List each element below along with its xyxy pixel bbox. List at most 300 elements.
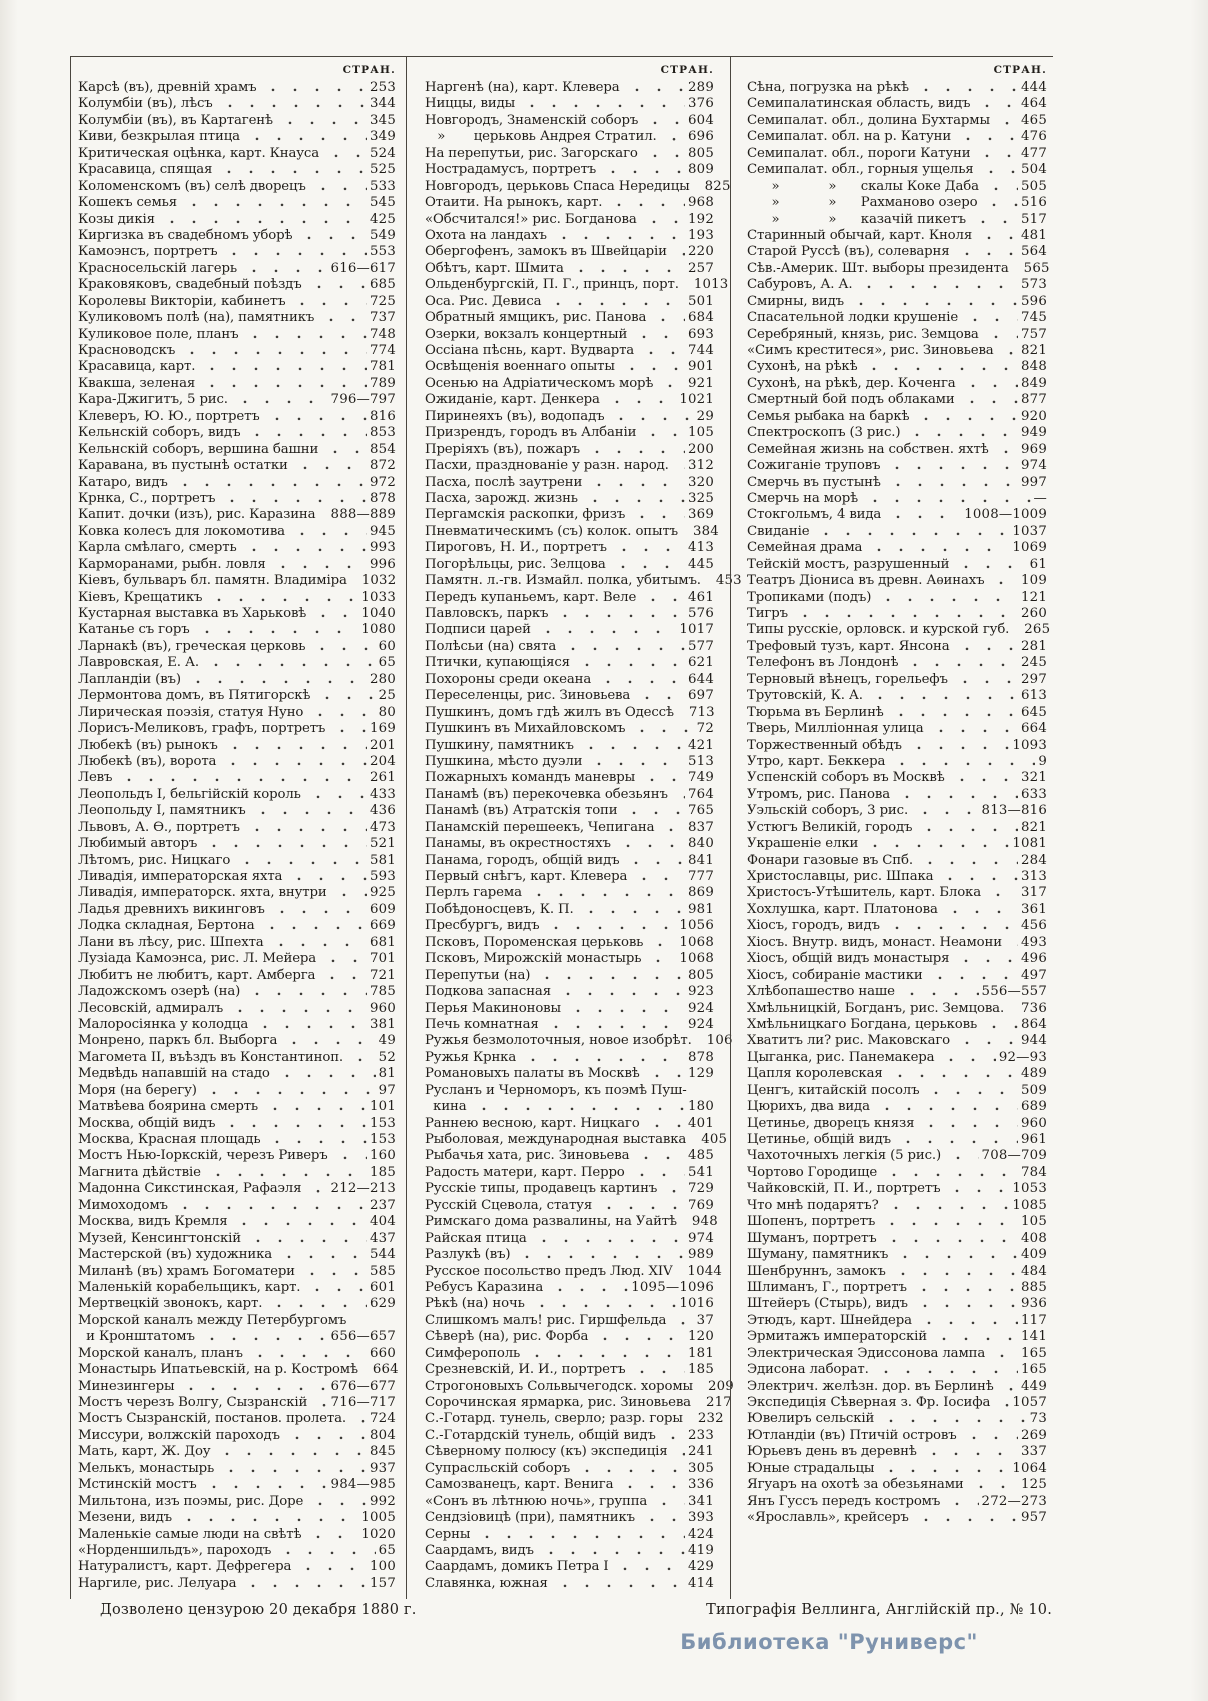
page-number: 1013 bbox=[693, 277, 729, 293]
dot-leader bbox=[334, 1148, 367, 1164]
page-number: 701 bbox=[370, 951, 396, 967]
page-number: 201 bbox=[370, 737, 396, 753]
dot-leader bbox=[644, 113, 685, 129]
index-row bbox=[747, 359, 1047, 375]
page-number: 120 bbox=[688, 1329, 714, 1345]
index-row bbox=[78, 524, 396, 540]
page-number: 936 bbox=[1021, 1296, 1047, 1312]
dot-leader bbox=[521, 96, 685, 112]
index-row bbox=[425, 590, 714, 606]
index-row bbox=[747, 721, 1047, 737]
index-row bbox=[747, 1346, 1047, 1362]
page-number: 948 bbox=[691, 1214, 718, 1230]
dot-leader bbox=[674, 787, 685, 803]
entry-title: Хмѣльницкаго Богдана, церьковь bbox=[747, 1016, 978, 1032]
dot-leader bbox=[234, 392, 328, 408]
dot-leader bbox=[203, 1083, 376, 1099]
index-row bbox=[747, 1033, 1047, 1049]
index-row bbox=[425, 1527, 714, 1543]
entry-title: Цыганка, рис. Панемакера bbox=[747, 1049, 935, 1065]
index-row bbox=[78, 1280, 396, 1296]
index-row bbox=[425, 1017, 714, 1033]
dot-leader bbox=[291, 524, 367, 540]
dot-leader bbox=[649, 935, 676, 951]
dot-leader bbox=[473, 1099, 685, 1115]
index-row bbox=[425, 310, 714, 326]
dot-leader bbox=[526, 1346, 685, 1362]
dot-leader bbox=[689, 1411, 695, 1427]
index-rows bbox=[425, 80, 742, 1592]
page-number: 809 bbox=[688, 162, 714, 178]
page-number: 181 bbox=[688, 1345, 714, 1361]
dot-leader bbox=[320, 310, 367, 326]
entry-title: Критическая оцѣнка, карт. Кнауса bbox=[78, 145, 320, 161]
page-number: 29 bbox=[696, 408, 714, 424]
dot-leader bbox=[606, 392, 677, 408]
index-column-2 bbox=[406, 57, 742, 1599]
dot-leader bbox=[174, 1198, 367, 1214]
page-number: 381 bbox=[370, 1016, 396, 1032]
page-number: 564 bbox=[1021, 244, 1047, 260]
page-number: 272—273 bbox=[981, 1493, 1047, 1509]
page-number: 573 bbox=[1021, 277, 1047, 293]
entry-title: Морской каналъ между Петербургомъ bbox=[78, 1312, 347, 1328]
page-number: — bbox=[1033, 490, 1047, 506]
dot-leader bbox=[983, 195, 1018, 211]
index-row bbox=[78, 557, 396, 573]
entry-title: Ольденбургскій, П. Г., принцъ, порт. bbox=[425, 277, 679, 293]
entry-title: Призрендъ, городъ въ Албаніи bbox=[425, 425, 637, 441]
page-number: 825 bbox=[704, 178, 731, 194]
page-number: 805 bbox=[688, 145, 714, 161]
page-number: 960 bbox=[370, 1000, 396, 1016]
index-row bbox=[425, 1001, 714, 1017]
entry-title: Трефовый тузъ, карт. Янсона bbox=[747, 638, 950, 654]
page-number: 253 bbox=[370, 80, 396, 95]
page-number: 409 bbox=[1021, 1247, 1047, 1263]
entry-title: Цетинье, дворецъ князя bbox=[747, 1115, 915, 1131]
page-number: 1033 bbox=[361, 589, 396, 605]
dot-leader bbox=[636, 688, 685, 704]
dot-leader bbox=[944, 902, 1018, 918]
entry-title: Павловскъ, паркъ bbox=[425, 606, 549, 621]
entry-title: Перья Макиноновы bbox=[425, 1000, 561, 1016]
page-number: 445 bbox=[688, 556, 714, 572]
dot-leader bbox=[588, 475, 685, 491]
entry-title: Кіевъ, бульваръ бл. памятн. Владиміра bbox=[78, 573, 347, 589]
entry-title: Москва, Красная площадь bbox=[78, 1132, 261, 1147]
index-row bbox=[747, 1461, 1047, 1477]
entry-title: Королевы Викторіи, кабинетъ bbox=[78, 293, 286, 309]
dot-leader bbox=[693, 1083, 711, 1099]
entry-title: Хохлушка, карт. Платонова bbox=[747, 901, 938, 917]
page-number: 757 bbox=[1021, 326, 1047, 342]
entry-title: Хіосъ, общій видъ монастыря bbox=[747, 951, 950, 967]
page-number: 901 bbox=[688, 359, 714, 375]
page-number: 232 bbox=[697, 1411, 724, 1427]
dot-leader bbox=[983, 1017, 1018, 1033]
page-number: 885 bbox=[1021, 1279, 1047, 1295]
entry-title: Морской каналъ, планъ bbox=[78, 1345, 243, 1361]
entry-title: Самозванецъ, карт. Венига bbox=[425, 1477, 614, 1493]
dot-leader bbox=[277, 1543, 375, 1559]
entry-title: Хмѣльницкій, Богданъ, рис. Земцова. bbox=[747, 1000, 1005, 1016]
dot-leader bbox=[1015, 261, 1021, 277]
index-row bbox=[425, 1543, 714, 1559]
page-number: 684 bbox=[688, 310, 714, 326]
page-number: 525 bbox=[370, 162, 396, 178]
index-row bbox=[78, 261, 396, 277]
dot-leader bbox=[957, 129, 1018, 145]
page-number: 169 bbox=[370, 721, 396, 737]
entry-title: Краковяковъ, свадебный поѣздъ bbox=[78, 277, 302, 293]
entry-title: Катанье съ горъ bbox=[78, 622, 190, 638]
index-row bbox=[78, 1083, 396, 1099]
page-number: 185 bbox=[370, 1164, 396, 1180]
dot-leader bbox=[297, 1559, 367, 1575]
dot-leader bbox=[528, 885, 685, 901]
entry-title: Кустарная выставка въ Харьковѣ bbox=[78, 606, 307, 621]
entry-title: Тюрьма въ Берлинѣ bbox=[747, 704, 884, 720]
entry-title: «Обсчитался!» рис. Богданова bbox=[425, 211, 637, 227]
index-row bbox=[747, 770, 1047, 786]
entry-title: Подписи царей bbox=[425, 622, 531, 638]
entry-title: Магнита дѣйствіе bbox=[78, 1164, 201, 1180]
page-number: 473 bbox=[370, 819, 396, 835]
entry-title: Лани въ лѣсу, рис. Шпехта bbox=[78, 934, 264, 950]
dot-leader bbox=[683, 1214, 689, 1230]
entry-title: Ливадія, императорская яхта bbox=[78, 869, 283, 884]
page-number: 344 bbox=[370, 96, 396, 112]
index-row bbox=[78, 869, 396, 885]
page-number: 781 bbox=[370, 359, 396, 375]
page-number: 465 bbox=[1021, 112, 1047, 128]
entry-title: Ожиданіе, карт. Денкера bbox=[425, 392, 600, 408]
dot-leader bbox=[896, 787, 1018, 803]
index-row bbox=[747, 507, 1047, 523]
entry-title: Красавица, карт. bbox=[78, 359, 196, 375]
entry-title: Подкова запасная bbox=[425, 984, 551, 1000]
entry-title: Сѣверному полюсу (къ) экспедиція bbox=[425, 1444, 668, 1460]
dot-leader bbox=[283, 1033, 375, 1049]
entry-title: Сѣна, погрузка на рѣкѣ bbox=[747, 80, 909, 95]
index-row bbox=[747, 1428, 1047, 1444]
page-number: 745 bbox=[1021, 310, 1047, 326]
dot-leader bbox=[224, 738, 367, 754]
page-number: 992 bbox=[370, 1493, 396, 1509]
dot-leader bbox=[291, 294, 367, 310]
dot-leader bbox=[268, 1296, 367, 1312]
page-number: 261 bbox=[370, 770, 396, 786]
entry-title: Перлъ гарема bbox=[425, 885, 522, 901]
entry-title: Смерчь въ пустынѣ bbox=[747, 474, 881, 490]
dot-leader bbox=[533, 1231, 685, 1247]
index-row bbox=[78, 1411, 396, 1427]
dot-leader bbox=[264, 1099, 367, 1115]
index-row bbox=[747, 885, 1047, 901]
page-number: 337 bbox=[1021, 1444, 1047, 1460]
entry-title: Хіосъ, собираніе мастики bbox=[747, 967, 923, 983]
dot-leader bbox=[288, 869, 367, 885]
index-row bbox=[78, 1444, 396, 1460]
index-row bbox=[78, 1214, 396, 1230]
page-number: 604 bbox=[688, 112, 714, 128]
index-row bbox=[425, 359, 714, 375]
entry-title: Утромъ, рис. Панова bbox=[747, 786, 890, 802]
page-number: 984—985 bbox=[330, 1477, 396, 1493]
index-row bbox=[747, 968, 1047, 984]
entry-title: Ювелиръ сельскій bbox=[747, 1411, 875, 1427]
entry-title: Чахоточныхъ легкія (5 рис.) bbox=[747, 1148, 942, 1164]
dot-leader bbox=[324, 442, 367, 458]
dot-leader bbox=[894, 1247, 1018, 1263]
entry-title: Красавица, спящая bbox=[78, 162, 213, 178]
index-row bbox=[747, 1362, 1047, 1378]
dot-leader bbox=[266, 409, 367, 425]
entry-title: Перепутьи (на) bbox=[425, 967, 531, 983]
page-number: 321 bbox=[1021, 770, 1047, 786]
entry-title: Пушкину, памятникъ bbox=[425, 737, 574, 753]
index-row bbox=[78, 787, 396, 803]
dot-leader bbox=[321, 507, 327, 523]
dot-leader bbox=[685, 277, 691, 293]
dot-leader bbox=[626, 80, 686, 96]
index-row bbox=[78, 902, 396, 918]
index-row bbox=[425, 540, 714, 556]
index-row bbox=[78, 212, 396, 228]
dot-leader bbox=[242, 1576, 367, 1592]
dot-leader bbox=[580, 902, 685, 918]
entry-title: Любекѣ (въ), ворота bbox=[78, 753, 217, 769]
index-row bbox=[747, 1099, 1047, 1115]
dot-leader bbox=[247, 1231, 367, 1247]
index-row bbox=[78, 1477, 396, 1493]
entry-title: Сорочинская ярмарка, рис. Зиновьева bbox=[425, 1395, 691, 1410]
dot-leader bbox=[208, 590, 358, 606]
index-row bbox=[78, 885, 396, 901]
entry-title: Саардамъ, домикъ Петра I bbox=[425, 1559, 609, 1575]
index-row bbox=[78, 129, 396, 145]
page-number: 749 bbox=[688, 770, 714, 786]
index-row bbox=[747, 294, 1047, 310]
dot-leader bbox=[646, 1066, 685, 1082]
dot-leader bbox=[271, 902, 367, 918]
index-row bbox=[425, 918, 714, 934]
entry-title: Старинный обычай, карт. Кноля bbox=[747, 227, 973, 243]
dot-leader bbox=[236, 853, 367, 869]
index-row bbox=[747, 1017, 1047, 1033]
page-number: 192 bbox=[688, 211, 714, 227]
entry-title: Чайковскій, П. И., портретъ bbox=[747, 1181, 941, 1197]
index-row bbox=[78, 277, 396, 293]
page-number: 681 bbox=[370, 934, 396, 950]
index-row bbox=[747, 557, 1047, 573]
entry-title: Новгородъ, церьковь Спаса Нередицы bbox=[425, 178, 690, 194]
dot-leader bbox=[352, 1313, 393, 1329]
page-number: 269 bbox=[1021, 1427, 1047, 1443]
dot-leader bbox=[698, 1033, 704, 1049]
index-rows bbox=[747, 80, 1051, 1527]
page-number: 160 bbox=[370, 1148, 396, 1164]
index-row bbox=[747, 162, 1047, 178]
dot-leader bbox=[576, 655, 685, 671]
index-row bbox=[78, 803, 396, 819]
entry-title: Саардамъ, видъ bbox=[425, 1542, 534, 1558]
page-number: 105 bbox=[1021, 1214, 1047, 1230]
footer-printer-note: Типографія Веллинга, Англійскій пр., № 10. bbox=[706, 1602, 1052, 1618]
index-row bbox=[425, 853, 714, 869]
index-row bbox=[78, 1395, 396, 1411]
entry-title: Слишкомъ малъ! рис. Гиршфельда bbox=[425, 1312, 667, 1328]
index-row bbox=[747, 836, 1047, 852]
index-row bbox=[747, 1066, 1047, 1082]
index-row bbox=[425, 606, 714, 622]
dot-leader bbox=[956, 639, 1018, 655]
page-number: 601 bbox=[370, 1279, 396, 1295]
entry-title: Кельнскій соборъ, видъ bbox=[78, 425, 241, 441]
entry-title: Уэльскій соборъ, 3 рис. bbox=[747, 803, 909, 819]
index-row bbox=[425, 1444, 714, 1460]
dot-leader bbox=[915, 1510, 1018, 1526]
index-row bbox=[78, 1346, 396, 1362]
index-row bbox=[747, 1411, 1047, 1427]
entry-title: Рѣкѣ (на) ночь bbox=[425, 1296, 525, 1312]
dot-leader bbox=[918, 1313, 1018, 1329]
index-row bbox=[78, 1494, 396, 1510]
index-row bbox=[78, 113, 396, 129]
index-row bbox=[78, 96, 396, 112]
index-row bbox=[425, 573, 742, 589]
entry-title: Леопольду I, памятникъ bbox=[78, 803, 246, 819]
dot-leader bbox=[276, 1066, 376, 1082]
index-row bbox=[78, 770, 396, 786]
dot-leader bbox=[308, 277, 367, 293]
index-row bbox=[78, 1017, 396, 1033]
entry-title: Первый снѣгъ, карт. Клевера bbox=[425, 869, 628, 884]
page-number: 325 bbox=[688, 490, 714, 506]
entry-title: Фонари газовые въ Спб. bbox=[747, 852, 913, 868]
entry-title: Раннею весною, карт. Ницкаго bbox=[425, 1115, 640, 1131]
page-number: 80 bbox=[378, 704, 396, 720]
page-number: 209 bbox=[707, 1378, 734, 1394]
runivers-watermark: Библиотека "Руниверс" bbox=[680, 1630, 978, 1654]
entry-title: Симферополь bbox=[425, 1345, 521, 1361]
page-number: 185 bbox=[688, 1362, 714, 1378]
page-number: 1040 bbox=[361, 606, 396, 621]
index-row bbox=[78, 688, 396, 704]
index-row bbox=[425, 951, 714, 967]
page-number: 461 bbox=[688, 589, 714, 605]
entry-title: Мелькъ, монастырь bbox=[78, 1460, 215, 1476]
page-number: 693 bbox=[688, 326, 714, 342]
dot-leader bbox=[642, 425, 685, 441]
index-row bbox=[425, 639, 714, 655]
index-row bbox=[78, 1428, 396, 1444]
index-table bbox=[70, 56, 1053, 1599]
index-row bbox=[425, 178, 731, 195]
dot-leader bbox=[647, 951, 676, 967]
page-number: 669 bbox=[370, 918, 396, 934]
index-row bbox=[78, 294, 396, 310]
page-number: 153 bbox=[370, 1115, 396, 1131]
page-number: 429 bbox=[688, 1559, 714, 1575]
entry-title: Янъ Гуссъ передъ костромъ bbox=[747, 1493, 941, 1509]
entry-title: Колумбіи (въ), въ Картагенѣ bbox=[78, 112, 273, 128]
dot-leader bbox=[940, 1050, 995, 1066]
page-number: 697 bbox=[688, 688, 714, 704]
index-row bbox=[425, 672, 714, 688]
dot-leader bbox=[246, 129, 367, 145]
page-number: 633 bbox=[1021, 786, 1047, 802]
entry-title: Мостъ черезъ Волгу, Сызранскій bbox=[78, 1395, 308, 1410]
index-row bbox=[425, 96, 714, 112]
page-number: 724 bbox=[370, 1411, 396, 1427]
entry-title: Коломенскомъ (въ) селѣ дворецъ bbox=[78, 178, 306, 194]
entry-title: Спасательной лодки крушеніе bbox=[747, 310, 959, 326]
entry-title: Утро, карт. Беккера bbox=[747, 753, 886, 769]
dot-leader bbox=[659, 376, 685, 392]
page-number: 585 bbox=[370, 1263, 396, 1279]
index-row bbox=[425, 1576, 714, 1592]
index-row bbox=[78, 1001, 396, 1017]
dot-leader bbox=[919, 853, 1018, 869]
entry-title: Разлукѣ (въ) bbox=[425, 1247, 511, 1263]
page-number: 841 bbox=[688, 852, 714, 868]
index-row bbox=[78, 1132, 396, 1148]
dot-leader bbox=[557, 984, 685, 1000]
dot-leader bbox=[545, 918, 676, 934]
dot-leader bbox=[908, 738, 1009, 754]
dot-leader bbox=[880, 1411, 1026, 1427]
entry-title: Маленькій корабельщикъ, карт. bbox=[78, 1279, 301, 1295]
entry-title: Украшеніе елки bbox=[747, 836, 859, 852]
dot-leader bbox=[643, 212, 685, 228]
entry-title: На перепутьи, рис. Загорскаго bbox=[425, 145, 638, 161]
index-row bbox=[78, 1510, 396, 1526]
entry-title: Птички, купающіяся bbox=[425, 655, 570, 671]
index-row bbox=[78, 458, 396, 474]
entry-title: Псковъ, Мирожскій монастырь bbox=[425, 951, 642, 967]
dot-leader bbox=[699, 1379, 705, 1395]
entry-title: Строгоновыхъ Сольвычегодск. хоромы bbox=[425, 1378, 693, 1394]
page-number: 336 bbox=[688, 1477, 714, 1493]
entry-title: Оса. Рис. Девиса bbox=[425, 293, 542, 309]
index-row bbox=[747, 179, 1047, 195]
index-row bbox=[425, 1395, 732, 1411]
entry-title: Успенскій соборъ въ Москвѣ bbox=[747, 770, 945, 786]
page-number: 281 bbox=[1021, 638, 1047, 654]
page-number: 305 bbox=[688, 1460, 714, 1476]
page-number: 1064 bbox=[1012, 1460, 1047, 1476]
dot-leader bbox=[617, 836, 685, 852]
page-number: 414 bbox=[688, 1575, 714, 1591]
dot-leader bbox=[608, 195, 685, 211]
dot-leader bbox=[221, 1116, 367, 1132]
page-number: 937 bbox=[370, 1460, 396, 1476]
index-row bbox=[747, 655, 1047, 671]
entry-title: Мильтона, изъ поэмы, рис. Доре bbox=[78, 1493, 304, 1509]
page-number: 117 bbox=[1021, 1312, 1047, 1328]
dot-leader bbox=[307, 1527, 358, 1543]
entry-title: Охота на ландахъ bbox=[425, 227, 547, 243]
page-number: 61 bbox=[1029, 556, 1047, 572]
page-number: 721 bbox=[370, 967, 396, 983]
index-row bbox=[78, 376, 396, 392]
index-row bbox=[747, 918, 1047, 934]
page-number: 1044 bbox=[687, 1263, 723, 1279]
entry-title: Рыбачья хата, рис. Зиновьева bbox=[425, 1148, 630, 1164]
entry-title: Лирическая поэзія, статуя Нуно bbox=[78, 704, 304, 720]
